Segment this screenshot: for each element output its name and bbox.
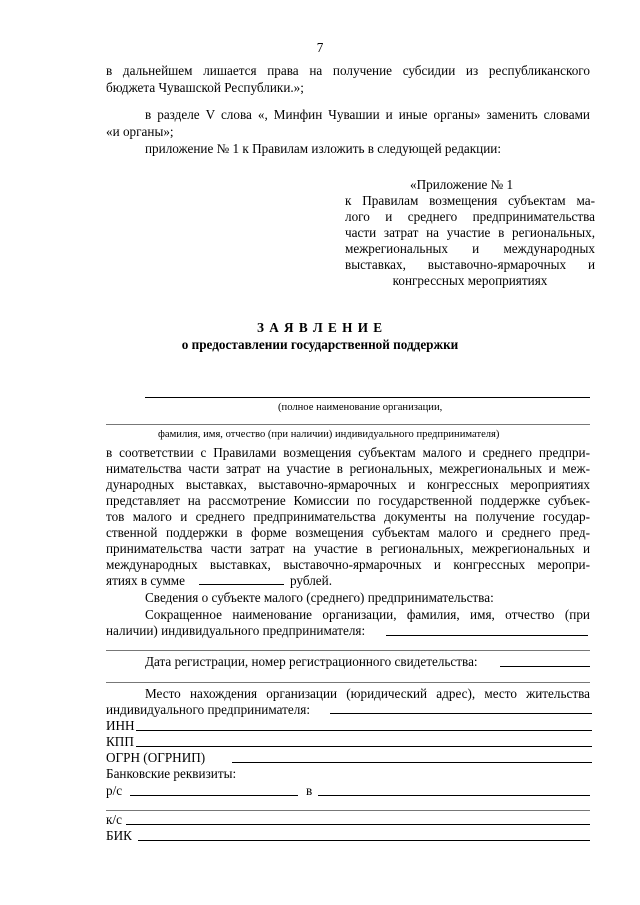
- body-amount-prefix: ятиях в сумме: [106, 573, 186, 588]
- body-line-2: нимательства части затрат на участие в региональных, межрегиональных и меж-: [106, 461, 590, 476]
- org-name-line[interactable]: [145, 397, 590, 398]
- appendix-line-2: лого и среднего предпринимательства: [345, 209, 595, 224]
- body-line-5: тов малого и среднего предпринимательства документы на получение государ-: [106, 509, 590, 524]
- amount-field[interactable]: [199, 584, 284, 585]
- appendix-line-3: части затрат на участие в региональных,: [345, 225, 595, 240]
- intro-line-2: бюджета Чувашской Республики.»;: [106, 80, 304, 95]
- registration-field-2[interactable]: [106, 682, 590, 683]
- subject-info-label: Сведения о субъекте малого (среднего) предпринимательства:: [145, 590, 494, 605]
- bik-field[interactable]: [138, 840, 590, 841]
- address-field[interactable]: [330, 713, 592, 714]
- intro-para3: приложение № 1 к Правилам изложить в следующей редакции:: [145, 141, 502, 156]
- body-line-3: дународных выставках, выставочно-ярмарочных и конгрессных мероприятиях: [106, 477, 590, 492]
- appendix-line-1: к Правилам возмещения субъектам ма-: [345, 193, 595, 208]
- intro-line-1: в дальнейшем лишается права на получение субсидии из республиканского: [106, 63, 590, 78]
- registration-label: Дата регистрации, номер регистрационного свидетельства:: [145, 654, 478, 669]
- address-label-2: индивидуального предпринимателя:: [106, 702, 311, 717]
- inn-field[interactable]: [136, 730, 592, 731]
- short-name-label-1: Сокращенное наименование организации, фамилия, имя, отчество (при: [145, 607, 590, 622]
- body-line-6: ственной поддержки в форме возмещения субъектам малого и среднего пред-: [106, 525, 590, 540]
- registration-field[interactable]: [500, 666, 590, 667]
- short-name-field-2[interactable]: [106, 650, 590, 651]
- entrepreneur-caption: фамилия, имя, отчество (при наличии) индивидуального предпринимателя): [158, 429, 500, 440]
- rs-field[interactable]: [130, 795, 298, 796]
- short-name-field[interactable]: [386, 635, 588, 636]
- appendix-line-6: конгрессных мероприятиях: [392, 273, 548, 288]
- appendix-title: «Приложение № 1: [410, 177, 514, 192]
- intro-para2-line-2: «и органы»;: [106, 124, 174, 139]
- org-name-caption: (полное наименование организации,: [278, 402, 443, 413]
- body-line-8: международных выставках, выставочно-ярмарочных и конгрессных меропри-: [106, 557, 590, 572]
- page-number: 7: [316, 40, 324, 55]
- bank-name-field[interactable]: [318, 795, 590, 796]
- bank-in-label: в: [306, 783, 313, 798]
- org-name-line-2[interactable]: [106, 424, 590, 425]
- appendix-line-4: межрегиональных и международных: [345, 241, 595, 256]
- ogrn-field[interactable]: [232, 762, 592, 763]
- ks-field[interactable]: [126, 824, 590, 825]
- ks-label: к/с: [106, 812, 122, 827]
- kpp-label: КПП: [106, 734, 134, 749]
- document-subtitle: о предоставлении государственной поддержки: [181, 337, 459, 352]
- ogrn-label: ОГРН (ОГРНИП): [106, 750, 206, 765]
- bik-label: БИК: [106, 828, 132, 843]
- body-line-4: представляет на рассмотрение Комиссии по государственной поддержке субъек-: [106, 493, 590, 508]
- body-line-1: в соответствии с Правилами возмещения субъектам малого и среднего предпри-: [106, 445, 590, 460]
- bank-details-label: Банковские реквизиты:: [106, 766, 237, 781]
- rs-label: р/с: [106, 783, 123, 798]
- body-line-7: принимательства части затрат на участие в региональных, межрегиональных и: [106, 541, 590, 556]
- short-name-label-2: наличии) индивидуального предпринимателя:: [106, 623, 366, 638]
- document-title: З А Я В Л Е Н И Е: [256, 320, 384, 335]
- inn-label: ИНН: [106, 718, 135, 733]
- address-label-1: Место нахождения организации (юридический адрес), место жительства: [145, 686, 590, 701]
- bank-name-field-2[interactable]: [106, 810, 590, 811]
- appendix-line-5: выставках, выставочно-ярмарочных и: [345, 257, 595, 272]
- body-amount-suffix: рублей.: [290, 573, 333, 588]
- kpp-field[interactable]: [136, 746, 592, 747]
- intro-para2-line-1: в разделе V слова «, Минфин Чувашии и иные органы» заменить словами: [145, 107, 590, 122]
